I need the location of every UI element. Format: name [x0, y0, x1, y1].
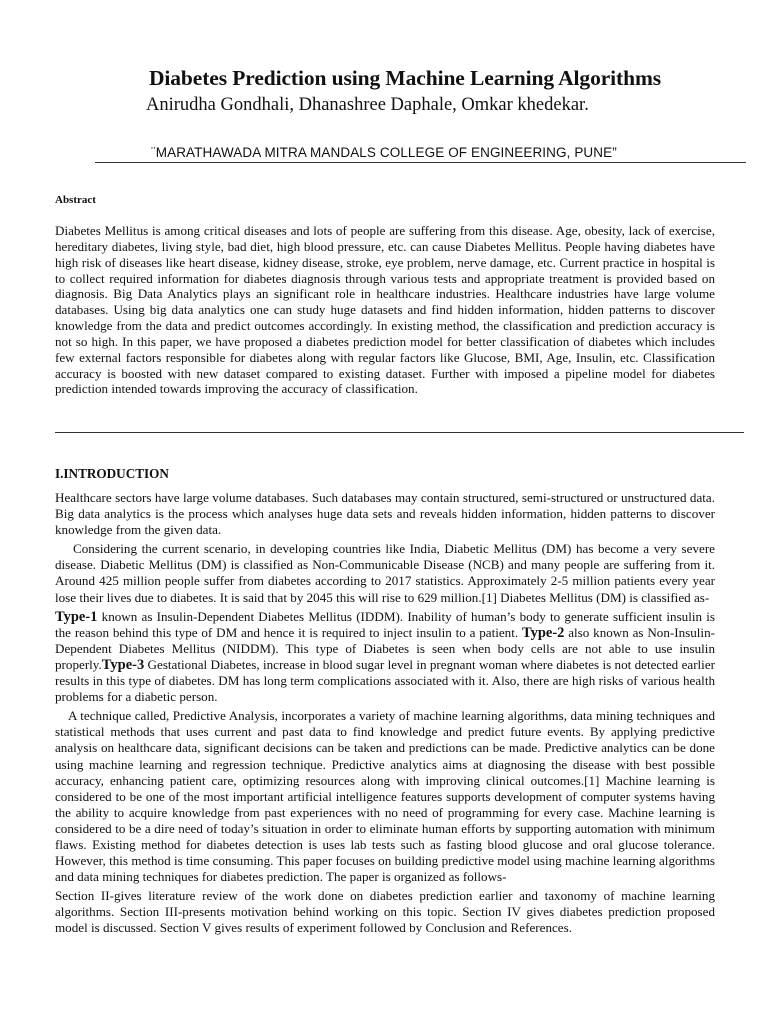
abstract-divider [55, 432, 744, 433]
intro-paragraph-5: Section II-gives literature review of the work done on diabetes prediction earlier and taxonomy of machine learning algorithms. Section III-presents motivation behind working on this topic. Section IV gives diabetes prediction proposed model is discussed. Section V gives results of experiment followed by Conclusion and References. [55, 888, 715, 936]
type2-label: Type-2 [521, 624, 565, 641]
introduction-body [55, 490, 715, 940]
type1-label: Type-1 [55, 608, 98, 625]
type2-text: also known as Non-Insulin-Dependent Diabetes Mellitus (NIDDM). This type of Diabetes is seen when body cells are not able to use insulin properly. [55, 624, 715, 672]
paper-title: Diabetes Prediction using Machine Learning Algorithms [148, 66, 662, 90]
abstract-heading: Abstract [55, 194, 96, 206]
intro-paragraph-1: Healthcare sectors have large volume databases. Such databases may contain structured, semi-structured or unstructured data. Big data analytics is the process which analyses huge data sets and reveals hidden information, hidden patterns to discover knowledge from the given data. [55, 490, 715, 538]
paper-authors: Anirudha Gondhali, Dhanashree Daphale, Omkar khedekar. [146, 95, 589, 115]
type3-label: Type-3 [101, 656, 145, 673]
type3-text: Gestational Diabetes, increase in blood sugar level in pregnant woman where diabetes is not detected earlier results in this type of diabetes. DM has long term complications associated with it. Also, there are high risks of various health problems for a diabetic person. [55, 656, 715, 705]
intro-paragraph-2: Considering the current scenario, in developing countries like India, Diabetic Mellitus (DM) has become a very severe disease. Diabetic Mellitus (DM) is classified as Non-Communicable Disease (NCB) and many people are suffering from it. Around 425 million people suffer from diabetes according to 2017 statistics. Approximately 2-5 million patients every year lose their lives due to diabetes. It is said that by 2045 this will rise to 629 million.[1] Diabetes Mellitus (DM) is classified as- [55, 541, 715, 605]
intro-paragraph-types [55, 609, 715, 706]
abstract-text: Diabetes Mellitus is among critical diseases and lots of people are suffering from this disease. Age, obesity, lack of exercise, hereditary diabetes, living style, bad diet, high blood pressure, etc. can cause Diabetes Mellitus. People having diabetes have high risk of diseases like heart disease, kidney disease, stroke, eye problem, nerve damage, etc. Current practice in hospital is to collect required information for diabetes diagnosis through various tests and appropriate treatment is provided based on diagnosis. Big Data Analytics plays an significant role in healthcare industries. Healthcare industries have large volume databases. Using big data analytics one can study huge datasets and find hidden information, hidden patterns to discover knowledge from the data and predict outcomes accordingly. In existing method, the classification and prediction accuracy is not so high. In this paper, we have proposed a diabetes prediction model for better classification of diabetes which includes few external factors responsible for diabetes along with regular factors like Glucose, BMI, Age, Insulin, etc. Classification accuracy is boosted with new dataset compared to existing dataset. Further with imposed a pipeline model for diabetes prediction intended towards improving the accuracy of classification. [55, 223, 715, 397]
header-divider [95, 162, 746, 163]
paper-affiliation: ¨MARATHAWADA MITRA MANDALS COLLEGE OF ENGINEERING, PUNE” [151, 145, 617, 160]
type1-text: known as Insulin-Dependent Diabetes Mellitus (IDDM). Inability of human’s body to generate sufficient insulin is the reason behind this type of DM and hence it is required to inject insulin to a patient. [55, 608, 715, 640]
introduction-heading: I.INTRODUCTION [55, 466, 169, 481]
intro-paragraph-4: A technique called, Predictive Analysis, incorporates a variety of machine learning algorithms, data mining techniques and statistical methods that uses current and past data to find knowledge and predict future events. By applying predictive analysis on healthcare data, significant decisions can be taken and predictions can be made. Predictive analytics can be done using machine learning and regression technique. Predictive analytics aims at diagnosing the disease with best possible accuracy, enhancing patient care, optimizing resources along with improving clinical outcomes.[1] Machine learning is considered to be one of the most important artificial intelligence features supports development of computer systems having the ability to acquire knowledge from past experiences with no need of programming for every case. Machine learning is considered to be a dire need of today’s situation in order to eliminate human efforts by supporting automation with minimum flaws. Existing method for diabetes detection is uses lab tests such as fasting blood glucose and oral glucose tolerance. However, this method is time consuming. This paper focuses on building predictive model using machine learning algorithms and data mining techniques for diabetes prediction. The paper is organized as follows- [55, 708, 715, 885]
